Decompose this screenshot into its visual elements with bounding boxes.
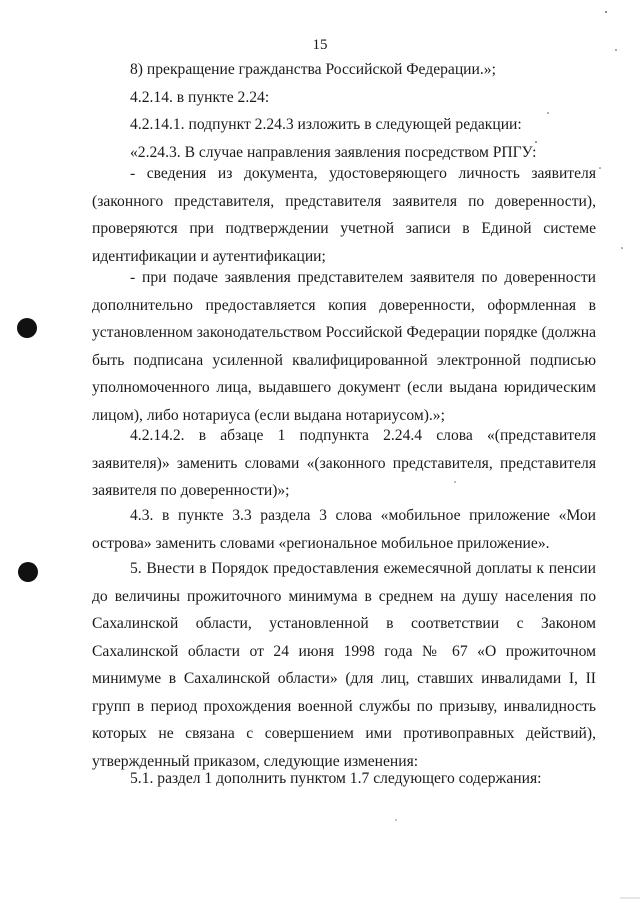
paragraph-5: 5. Внести в Порядок предоставления ежемесячной доплаты к пенсии до величины прожиточного минимума в среднем на душу населения по Сахалинской области, установленной в соответствии с Законом Сахалинской области от 24 июня 1998 года № 67 «О прожиточном минимуме в Сахалинской области» (для лиц, ставших инвалидами I, II групп в период прохождения военной службы по призыву, инвалидность которых не связана с совершением ими противоправных действий), утвержденный приказом, следующие изменения:: [92, 560, 596, 770]
paragraph-5-1: 5.1. раздел 1 дополнить пунктом 1.7 следующего содержания:: [130, 770, 542, 787]
paragraph-power-of-attorney: - при подаче заявления представителем заявителя по доверенности дополнительно предоставляется копия доверенности, оформленная в установленном законодательством Российской Федерации порядке (должна быть подписана усиленной квалифицированной электронной подписью уполномоченного лица, выдавшего документ (если выдана юридическим лицом), либо нотариуса (если выдана нотариусом).»;: [92, 269, 596, 424]
paragraph-4-2-14-2: 4.2.14.2. в абзаце 1 подпункта 2.24.4 слова «(представителя заявителя)» заменить словами «(законного представителя, представителя заявителя по доверенности)»;: [92, 427, 596, 499]
paragraph-citizenship-termination: 8) прекращение гражданства Российской Федерации.»;: [130, 61, 496, 78]
page-number: 15: [312, 37, 328, 53]
punch-hole-top: [17, 318, 37, 338]
paragraph-2-24-3: «2.24.3. В случае направления заявления посредством РПГУ:: [130, 144, 537, 161]
paragraph-4-2-14: 4.2.14. в пункте 2.24:: [130, 89, 270, 106]
paragraph-4-2-14-1: 4.2.14.1. подпункт 2.24.3 изложить в следующей редакции:: [130, 116, 522, 133]
paragraph-4-3: 4.3. в пункте 3.3 раздела 3 слова «мобильное приложение «Мои острова» заменить словами «региональное мобильное приложение».: [92, 507, 596, 552]
paragraph-identity-document: - сведения из документа, удостоверяющего личность заявителя (законного представителя, представителя заявителя по доверенности), проверяются при подтверждении учетной записи в Единой системе идентификации и аутентификации;: [92, 165, 596, 265]
punch-hole-bottom: [18, 562, 38, 582]
